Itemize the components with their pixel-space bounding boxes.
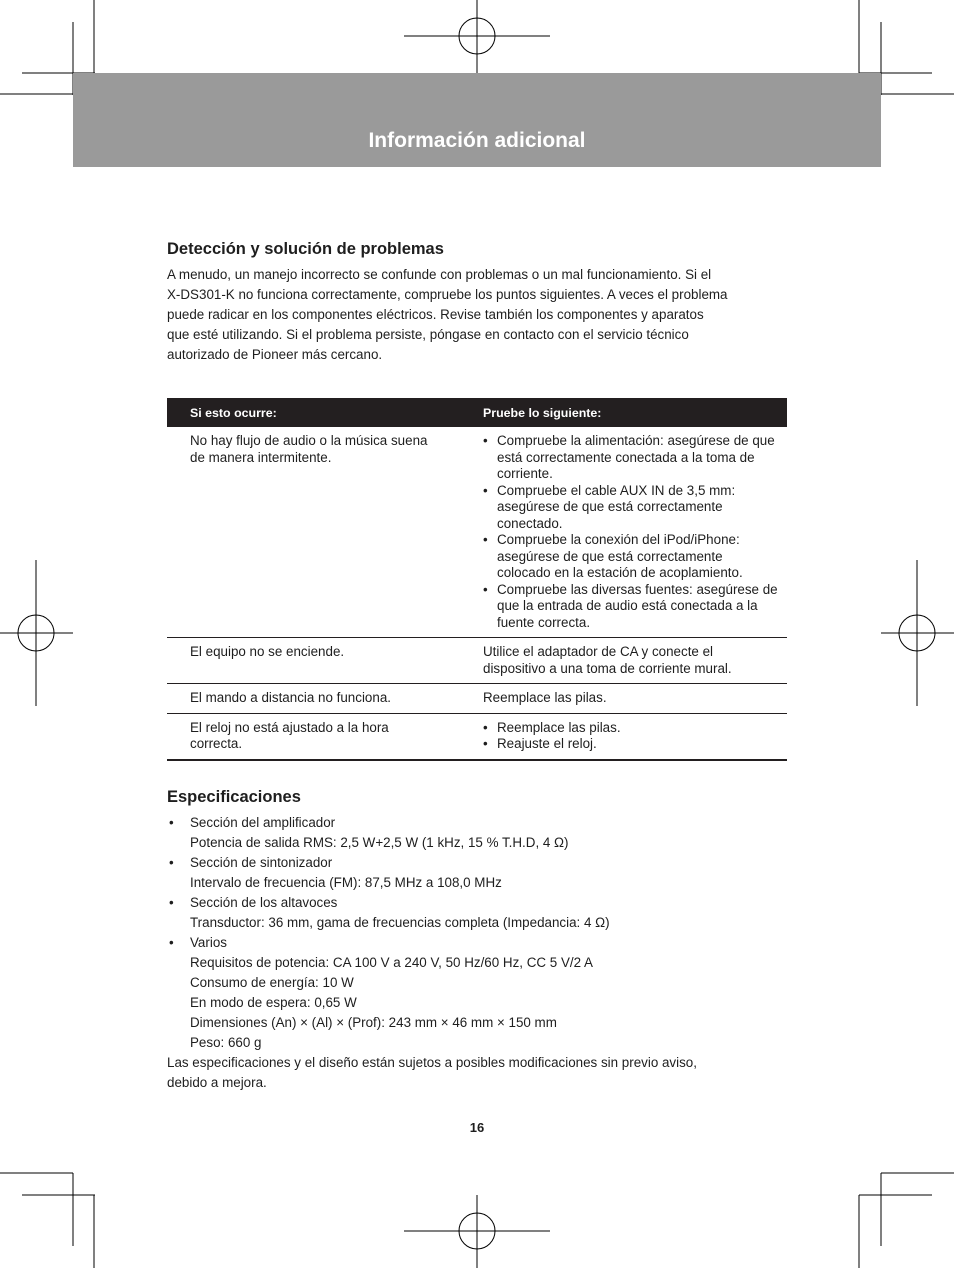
spec-item (167, 853, 787, 893)
problem-cell: El reloj no está ajustado a la hora correcta. (167, 713, 467, 760)
solution-cell: Reemplace las pilas. (467, 684, 787, 714)
troubleshooting-heading: Detección y solución de problemas (167, 240, 444, 258)
closing-line: debido a mejora. (167, 1075, 267, 1090)
problem-cell: El equipo no se enciende. (167, 638, 467, 684)
spec-line: Transductor: 36 mm, gama de frecuencias completa (Impedancia: 4 Ω) (190, 915, 610, 930)
intro-line: que esté utilizando. Si el problema persiste, póngase en contacto con el servicio técnico (167, 327, 689, 342)
table-row (167, 713, 787, 760)
troubleshooting-table (167, 398, 787, 761)
solution-item: • Compruebe la conexión del iPod/iPhone: asegúrese de que está correctamente colocado en la estación de acoplamiento. (483, 532, 779, 582)
intro-line: X-DS301-K no funciona correctamente, compruebe los puntos siguientes. A veces el problema (167, 287, 728, 302)
page-number: 16 (469, 1120, 485, 1135)
spec-line: Consumo de energía: 10 W (190, 975, 354, 990)
spec-item (167, 933, 787, 1053)
table-row (167, 427, 787, 638)
spec-title: • Sección de los altavoces (190, 895, 338, 910)
solution-item: • Compruebe la alimentación: asegúrese de que está correctamente conectada a la toma de corriente. (483, 433, 779, 483)
specifications-closing (167, 1053, 791, 1093)
column-header-problem: Si esto ocurre: (167, 398, 467, 427)
table-row (167, 638, 787, 684)
solution-list (483, 720, 779, 753)
solution-cell (467, 713, 787, 760)
spec-line: Dimensiones (An) × (Al) × (Prof): 243 mm × 46 mm × 150 mm (190, 1015, 557, 1030)
spec-title: • Sección del amplificador (190, 815, 336, 830)
specifications-list (167, 813, 787, 1053)
spec-item (167, 893, 787, 933)
table-row (167, 684, 787, 714)
spec-line: Peso: 660 g (190, 1035, 262, 1050)
intro-line: puede radicar en los componentes eléctricos. Revise también los componentes y aparatos (167, 307, 704, 322)
solution-item: • Compruebe el cable AUX IN de 3,5 mm: asegúrese de que está correctamente conectado. (483, 483, 779, 533)
spec-line: Intervalo de frecuencia (FM): 87,5 MHz a 108,0 MHz (190, 875, 502, 890)
solution-cell: Utilice el adaptador de CA y conecte el dispositivo a una toma de corriente mural. (467, 638, 787, 684)
spec-item (167, 813, 787, 853)
intro-line: A menudo, un manejo incorrecto se confunde con problemas o un mal funcionamiento. Si el (167, 267, 712, 282)
spec-line: Potencia de salida RMS: 2,5 W+2,5 W (1 kHz, 15 % T.H.D, 4 Ω) (190, 835, 569, 850)
page-title: Información adicional (368, 129, 586, 152)
solution-cell (467, 427, 787, 638)
spec-line: En modo de espera: 0,65 W (190, 995, 357, 1010)
closing-line: Las especificaciones y el diseño están sujetos a posibles modificaciones sin previo aviso, (167, 1055, 697, 1070)
intro-line: autorizado de Pioneer más cercano. (167, 347, 383, 362)
spec-title: • Sección de sintonizador (190, 855, 333, 870)
specifications-heading: Especificaciones (167, 788, 301, 806)
solution-item: • Reemplace las pilas. (483, 720, 779, 737)
problem-cell: El mando a distancia no funciona. (167, 684, 467, 714)
spec-line: Requisitos de potencia: CA 100 V a 240 V, 50 Hz/60 Hz, CC 5 V/2 A (190, 955, 593, 970)
solution-list (483, 433, 779, 631)
column-header-solution: Pruebe lo siguiente: (467, 398, 787, 427)
solution-item: • Reajuste el reloj. (483, 736, 779, 753)
problem-cell: No hay flujo de audio o la música suena de manera intermitente. (167, 427, 467, 638)
troubleshooting-intro (167, 265, 791, 365)
spec-title: • Varios (190, 935, 227, 950)
solution-item: • Compruebe las diversas fuentes: asegúrese de que la entrada de audio está conectada a la fuente correcta. (483, 582, 779, 632)
table-header-row (167, 398, 787, 427)
